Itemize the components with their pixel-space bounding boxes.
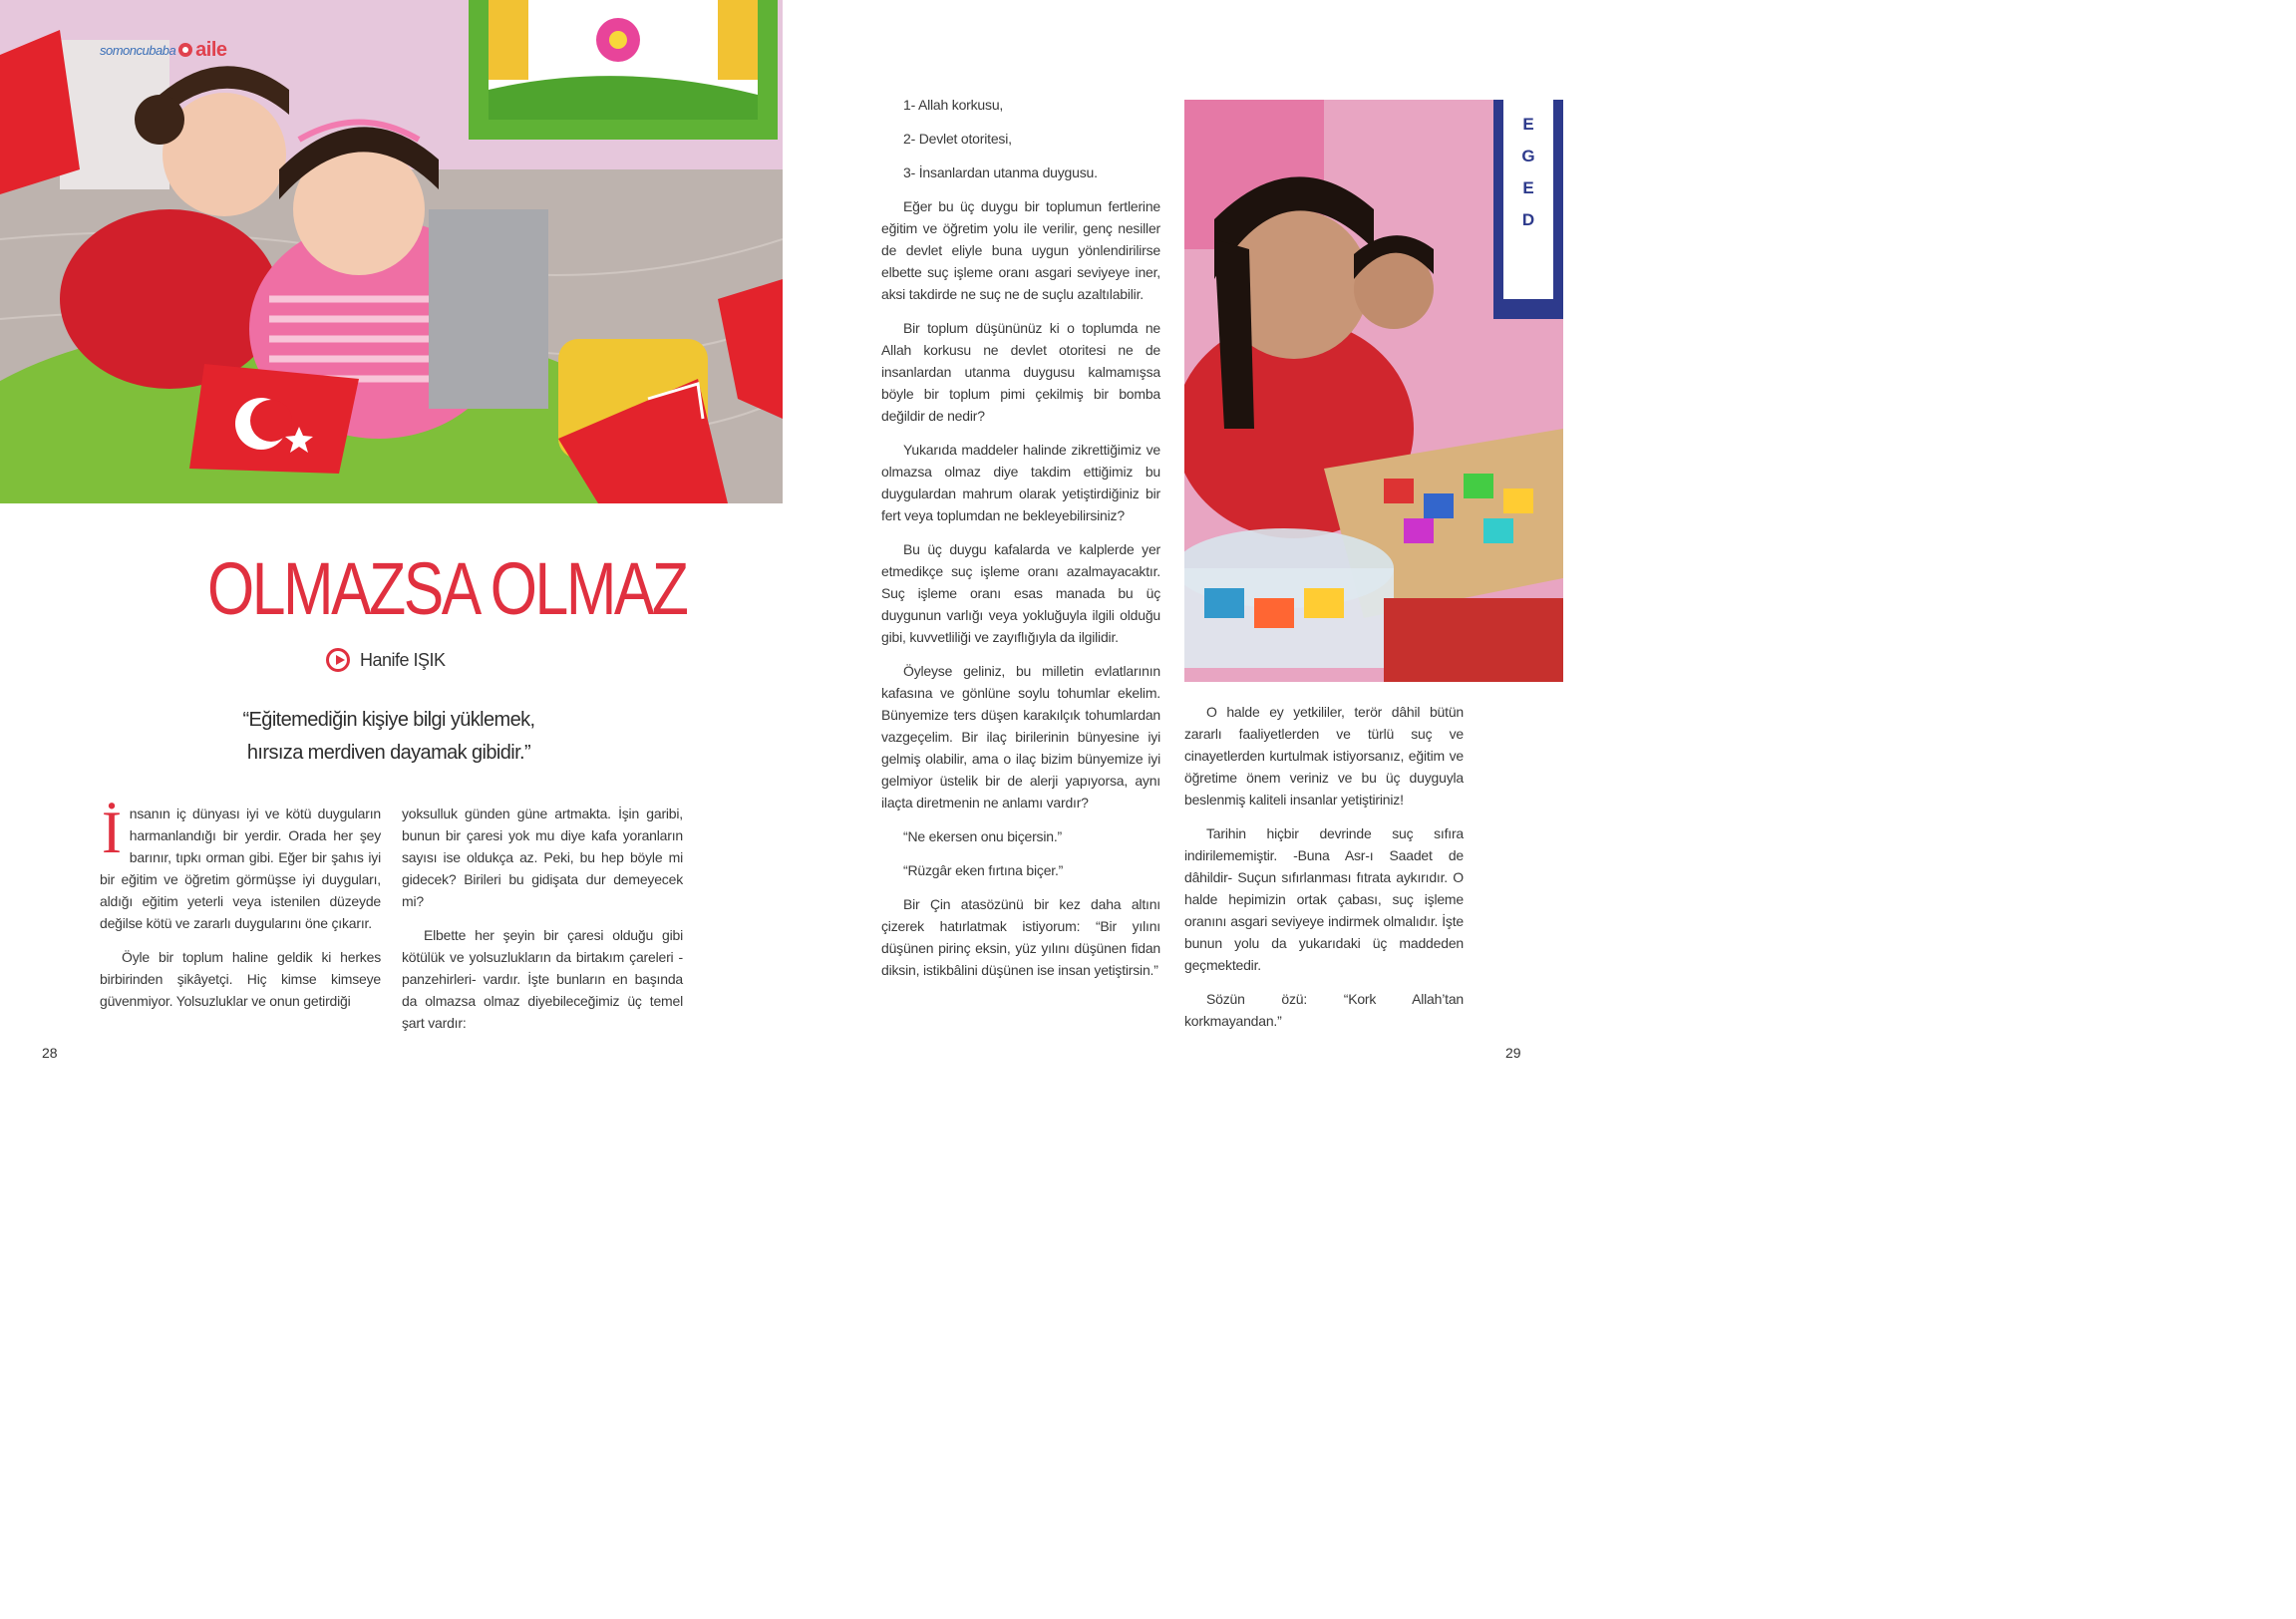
paragraph: “Rüzgâr eken fırtına biçer.” (903, 862, 1064, 878)
drop-cap: İ (102, 800, 122, 865)
poster-letter-e2: E (1522, 178, 1534, 197)
photo-girls-illustration (0, 0, 783, 503)
pull-quote-line-1: “Eğitemediğin kişiye bilgi yüklemek, (242, 709, 535, 731)
page-number-right: 29 (1505, 1045, 1521, 1061)
text-column-4 (1184, 701, 1464, 1044)
text-column-1 (100, 800, 381, 1024)
list-item: 1- Allah korkusu, (903, 97, 1004, 113)
paragraph: Eğer bu üç duygu bir toplumun fertlerine eğitim ve öğretim yolu ile verilir, genç nesiller de devlet eliyle buna uygun yönlendirilirse elbette suç işleme oranı asgari seviyeye iner, aksi takdirde ne suç ne de suçlu azaltılabilir. (881, 198, 1160, 302)
paragraph: Öyle bir toplum haline geldik ki herkes birbirinden şikâyetçi. Hiç kimse kimseye güvenmiyor. Yolsuzluklar ve onun getirdiği (100, 949, 381, 1009)
paragraph: Bir Çin atasözünü bir kez daha altını çizerek hatırlatmak istiyorum: “Bir yılını düşünen pirinç eksin, yüz yılını düşünen fidan diksin, istikbâlini düşünen ise insan yetiştirsin.” (881, 896, 1160, 978)
poster-letter-d: D (1521, 210, 1535, 229)
brand-name: aile (195, 38, 227, 61)
paragraph: Elbette her şeyin bir çaresi olduğu gibi kötülük ve yolsuzlukların da birtakım çareleri -panzehirleri- vardır. İşte bunların en başında da olmazsa olmaz diyebileceğimiz üç temel şart vardır: (402, 927, 683, 1031)
brand-logo (100, 38, 227, 62)
author-byline (326, 648, 446, 672)
poster-letter-g: G (1521, 147, 1535, 165)
list-item: 3- İnsanlardan utanma duygusu. (903, 164, 1098, 180)
paragraph: O halde ey yetkililer, terör dâhil bütün zararlı faaliyetlerden ve türlü suç ve cinayetlerden kurtulmak istiyorsanız, eğitim ve öğretime önem veriniz ve bu üç duyguyla beslenmiş kaliteli insanlar yetiştiriniz! (1184, 704, 1464, 808)
paragraph: Tarihin hiçbir devrinde suç sıfıra indirilememiştir. -Buna Asr-ı Saadet de dâhildir- Suçun sıfırlanması fıtrata aykırıdır. O halde hepimizin ortak çabası, suç işleme oranını asgari seviyeye indirmek olmalıdır. İşte bunun yolu da yukarıdaki üç maddeden geçmektedir. (1184, 825, 1464, 973)
list-item: 2- Devlet otoritesi, (903, 131, 1012, 147)
article-headline: OLMAZSA OLMAZ (207, 547, 687, 630)
text-column-2 (402, 803, 683, 1046)
paragraph: yoksulluk günden güne artmakta. İşin garibi, bunun bir çaresi yok mu diye kafa yoranların sayısı ise oldukça az. Peki, bu hep böyle mi gidecek? Birileri bu gidişata dur demeyecek mi? (402, 806, 683, 909)
pull-quote-line-2: hırsıza merdiven dayamak gibidir.” (246, 742, 531, 764)
paragraph: Bu üç duygu kafalarda ve kalplerde yer etmedikçe suç işleme oranı azalmayacaktır. Suç işleme oranı esas manada bu üç duygunun varlığı veya yokluğuyla ilgili olduğu gibi, kuvvetliliği ve zayıflığıyla da ilgilidir. (881, 541, 1160, 645)
photo-puzzle-illustration (1184, 100, 1563, 682)
paragraph: “Ne ekersen onu biçersin.” (903, 828, 1062, 844)
paragraph (100, 800, 381, 934)
paragraph: Bir toplum düşününüz ki o toplumda ne Allah korkusu ne devlet otoritesi ne de insanlardan utanma duygusu kalmamışsa böyle bir toplum pimi çekilmiş bir bomba değildir de nedir? (881, 320, 1160, 424)
author-name: Hanife IŞIK (360, 649, 446, 670)
page-number-left: 28 (42, 1045, 58, 1061)
paragraph: Öyleyse geliniz, bu milletin evlatlarının kafasına ve gönlüne soylu tohumlar ekelim. Bünyemize ters düşen karakılçık tohumlardan vazgeçelim. Bir ilaç birilerinin bünyesine iyi gelmiş olabilir, ama o ilaç bizim bünyemize iyi gelmiyor üstelik bir de alerji yapıyorsa, aynı ilaçta diretmenin ne anlamı vardır? (881, 663, 1160, 810)
brand-flower-icon (178, 43, 192, 57)
photo-girls-with-flags (0, 0, 783, 503)
play-circle-icon (326, 648, 350, 672)
photo-girls-puzzle (1184, 100, 1563, 682)
pull-quote (189, 704, 588, 770)
paragraph-text: nsanın iç dünyası iyi ve kötü duyguların harmanlandığı bir yerdir. Orada her şey barınır, tıpkı orman gibi. Eğer bir şahıs iyi bir eğitim ve öğretim görmüşse iyi duyguları, aldığı eğitim yeterli veya istenilen düzeyde değilse kötü ve zararlı duygularını öne çıkarır. (100, 806, 381, 931)
paragraph: Sözün özü: “Kork Allah’tan korkmayandan.” (1184, 991, 1464, 1029)
brand-script: somoncubaba (100, 42, 176, 58)
text-column-3 (881, 94, 1160, 993)
poster-letter-e: E (1522, 115, 1534, 134)
paragraph: Yukarıda maddeler halinde zikrettiğimiz ve olmazsa olmaz diye takdim ettiğimiz bu duygulardan mahrum olarak yetiştirdiğiniz bir fert veya toplumdan ne bekleyebilirsiniz? (881, 442, 1160, 523)
